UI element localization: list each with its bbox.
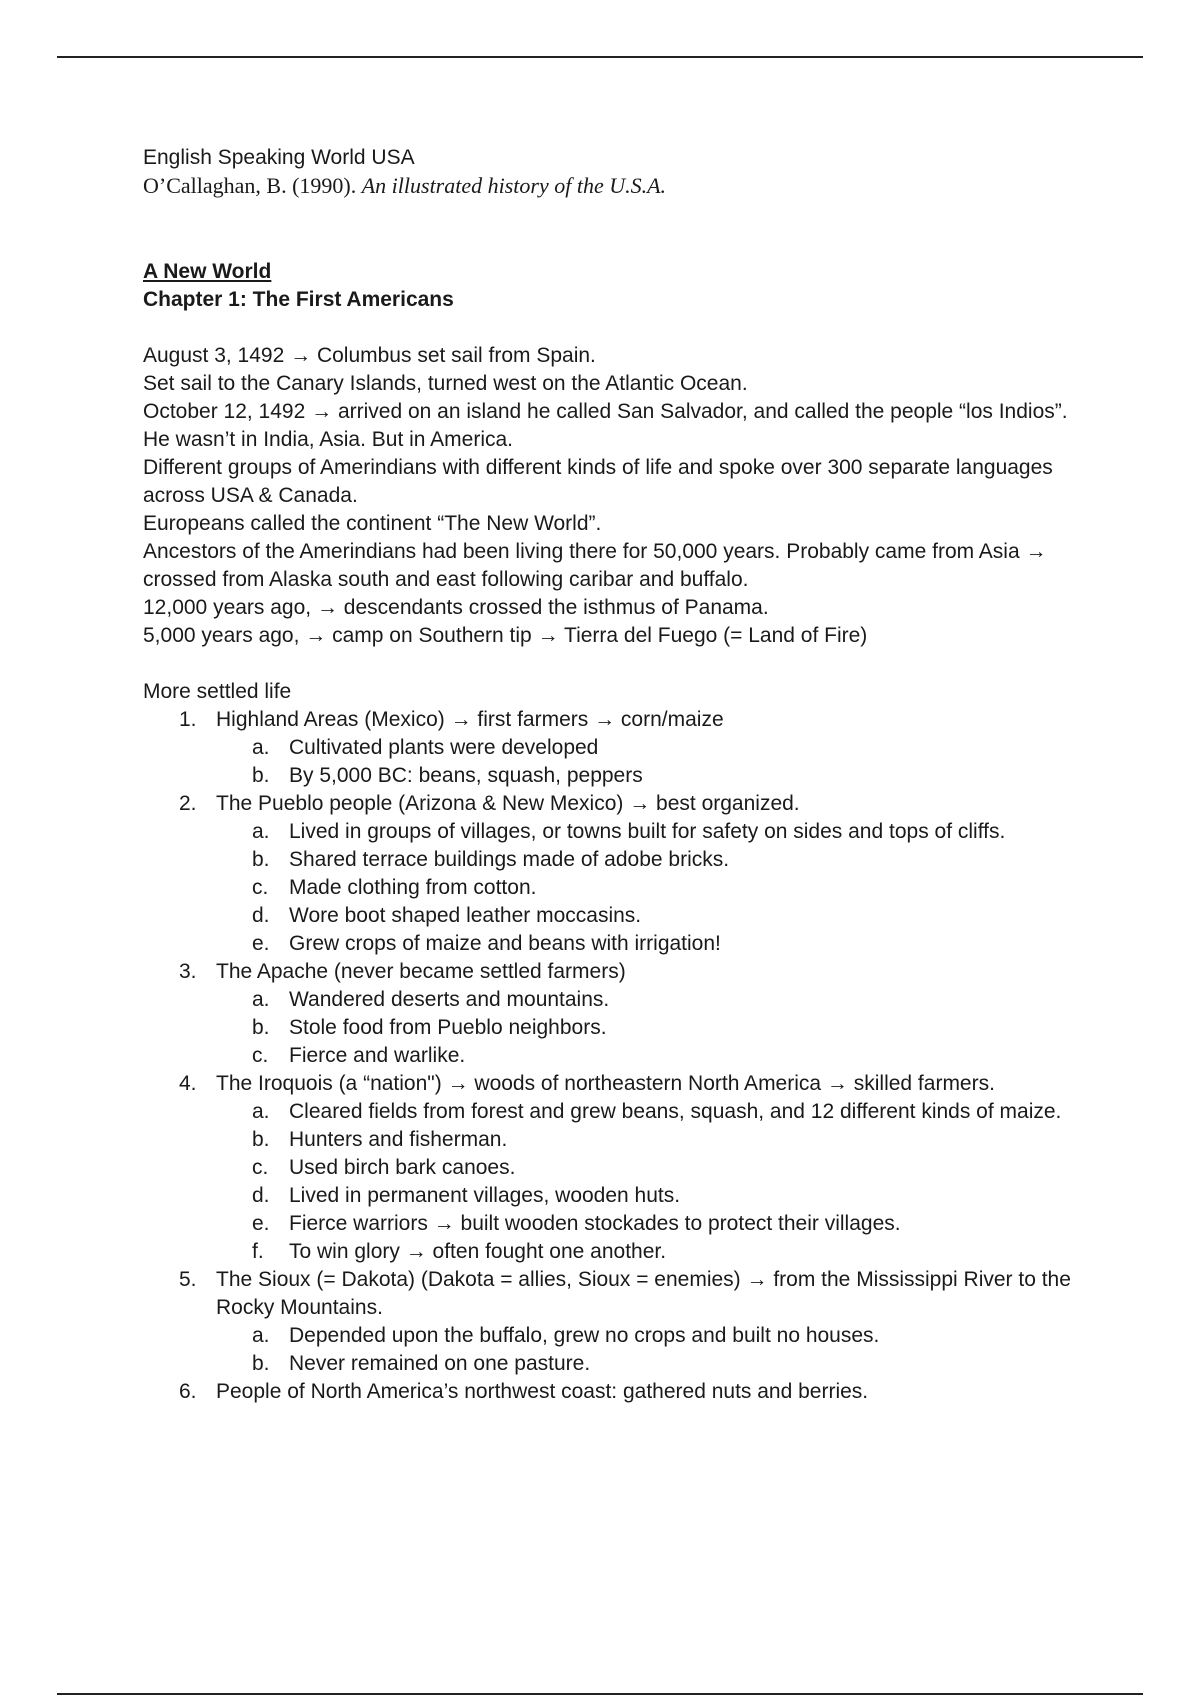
sub-list-item (216, 1322, 1073, 1350)
sub-list-item (216, 846, 1073, 874)
sub-list-text: Lived in permanent villages, wooden huts. (289, 1184, 681, 1207)
sub-list-text: Shared terrace buildings made of adobe bricks. (289, 848, 730, 871)
sub-list-text: Cleared fields from forest and grew beans, squash, and 12 different kinds of maize. (289, 1100, 1062, 1123)
sub-list-letter: e. (252, 1212, 270, 1235)
list-item (143, 706, 1073, 790)
spacer (143, 200, 1073, 258)
bottom-rule (57, 1693, 1143, 1695)
list-item (143, 1378, 1073, 1406)
sub-list-item (216, 1182, 1073, 1210)
list-item-text: The Sioux (= Dakota) (Dakota = allies, Sioux = enemies) → from the Mississippi River to the Rocky Mountains. (216, 1268, 1071, 1319)
list-item-text: Highland Areas (Mexico) → first farmers → corn/maize (216, 708, 724, 731)
sub-list-item (216, 1014, 1073, 1042)
course-title: English Speaking World USA (143, 146, 415, 169)
sub-list-letter: c. (252, 1044, 269, 1067)
settled-list (143, 706, 1073, 1406)
sub-list-text: Wore boot shaped leather moccasins. (289, 904, 642, 927)
sub-list-item (216, 818, 1073, 846)
sub-list-text: Made clothing from cotton. (289, 876, 537, 899)
sub-list-item (216, 930, 1073, 958)
list-number: 2. (179, 792, 197, 815)
intro-line: August 3, 1492 → Columbus set sail from Spain. (143, 344, 596, 367)
sub-list-letter: b. (252, 1016, 270, 1039)
sub-list (216, 986, 1073, 1070)
intro-line: Ancestors of the Amerindians had been living there for 50,000 years. Probably came from Asia → crossed from Alaska south and east following caribar and buffalo. (143, 540, 1047, 591)
sub-list-letter: b. (252, 764, 270, 787)
list-number: 6. (179, 1380, 197, 1403)
sub-list-item (216, 874, 1073, 902)
sub-list-text: Fierce and warlike. (289, 1044, 466, 1067)
sub-list (216, 1098, 1073, 1266)
sub-list-text: By 5,000 BC: beans, squash, peppers (289, 764, 643, 787)
list-number: 4. (179, 1072, 197, 1095)
sub-list-item (216, 1210, 1073, 1238)
sub-list-item (216, 734, 1073, 762)
sub-list-letter: a. (252, 1324, 270, 1347)
sub-list (216, 734, 1073, 790)
list-item-text: People of North America’s northwest coast: gathered nuts and berries. (216, 1380, 869, 1403)
sub-list-text: Grew crops of maize and beans with irrigation! (289, 932, 721, 955)
sub-list-letter: a. (252, 988, 270, 1011)
sub-list-item (216, 1098, 1073, 1126)
top-rule (57, 56, 1143, 58)
citation (143, 172, 1073, 200)
intro-line: Different groups of Amerindians with different kinds of life and spoke over 300 separate languages across USA & Canada. (143, 456, 1053, 507)
intro-line: 5,000 years ago, → camp on Southern tip → Tierra del Fuego (= Land of Fire) (143, 624, 868, 647)
sub-list-letter: e. (252, 932, 270, 955)
sub-list-item (216, 1042, 1073, 1070)
sub-list-text: Never remained on one pasture. (289, 1352, 591, 1375)
sub-list-letter: d. (252, 904, 270, 927)
sub-list-text: Used birch bark canoes. (289, 1156, 516, 1179)
intro-line: He wasn’t in India, Asia. But in America. (143, 428, 514, 451)
intro-paragraphs (143, 342, 1073, 650)
sub-list-item (216, 986, 1073, 1014)
sub-list-item (216, 902, 1073, 930)
sub-list-letter: a. (252, 820, 270, 843)
intro-line: Set sail to the Canary Islands, turned west on the Atlantic Ocean. (143, 372, 748, 395)
list-number: 1. (179, 708, 197, 731)
sub-list-text: Cultivated plants were developed (289, 736, 599, 759)
sub-list-text: Fierce warriors → built wooden stockades to protect their villages. (289, 1212, 901, 1235)
citation-author: O’Callaghan, B. (1990). (143, 173, 362, 198)
sub-list-text: Hunters and fisherman. (289, 1128, 508, 1151)
sub-list-letter: b. (252, 848, 270, 871)
sub-list-letter: a. (252, 736, 270, 759)
sub-list-text: Depended upon the buffalo, grew no crops and built no houses. (289, 1324, 880, 1347)
list-item (143, 1070, 1073, 1266)
sub-list-letter: d. (252, 1184, 270, 1207)
sub-list-letter: f. (252, 1240, 264, 1263)
sub-list-text: Lived in groups of villages, or towns built for safety on sides and tops of cliffs. (289, 820, 1006, 843)
sub-list (216, 1322, 1073, 1378)
sub-list-item (216, 1350, 1073, 1378)
list-item (143, 1266, 1073, 1378)
citation-title: An illustrated history of the U.S.A. (361, 173, 667, 198)
section-title: A New World (143, 260, 272, 283)
sub-list-letter: c. (252, 876, 269, 899)
sub-list-text: To win glory → often fought one another. (289, 1240, 667, 1263)
list-number: 5. (179, 1268, 197, 1291)
spacer (143, 314, 1073, 342)
sub-list-item (216, 1126, 1073, 1154)
list-item (143, 958, 1073, 1070)
sub-list-text: Wandered deserts and mountains. (289, 988, 610, 1011)
sub-list-letter: c. (252, 1156, 269, 1179)
sub-list-item (216, 1238, 1073, 1266)
list-item (143, 790, 1073, 958)
list-number: 3. (179, 960, 197, 983)
sub-list-item (216, 762, 1073, 790)
chapter-title: Chapter 1: The First Americans (143, 288, 454, 311)
sub-list-item (216, 1154, 1073, 1182)
list-item-text: The Pueblo people (Arizona & New Mexico) → best organized. (216, 792, 800, 815)
intro-line: 12,000 years ago, → descendants crossed the isthmus of Panama. (143, 596, 769, 619)
intro-line: October 12, 1492 → arrived on an island he called San Salvador, and called the people “los Indios”. (143, 400, 1068, 423)
settled-heading: More settled life (143, 680, 292, 703)
sub-list-letter: b. (252, 1352, 270, 1375)
sub-list-text: Stole food from Pueblo neighbors. (289, 1016, 607, 1039)
document-body (143, 144, 1073, 1406)
spacer (143, 650, 1073, 678)
sub-list-letter: b. (252, 1128, 270, 1151)
list-item-text: The Iroquois (a “nation") → woods of northeastern North America → skilled farmers. (216, 1072, 995, 1095)
sub-list-letter: a. (252, 1100, 270, 1123)
list-item-text: The Apache (never became settled farmers) (216, 960, 626, 983)
intro-line: Europeans called the continent “The New World”. (143, 512, 602, 535)
sub-list (216, 818, 1073, 958)
